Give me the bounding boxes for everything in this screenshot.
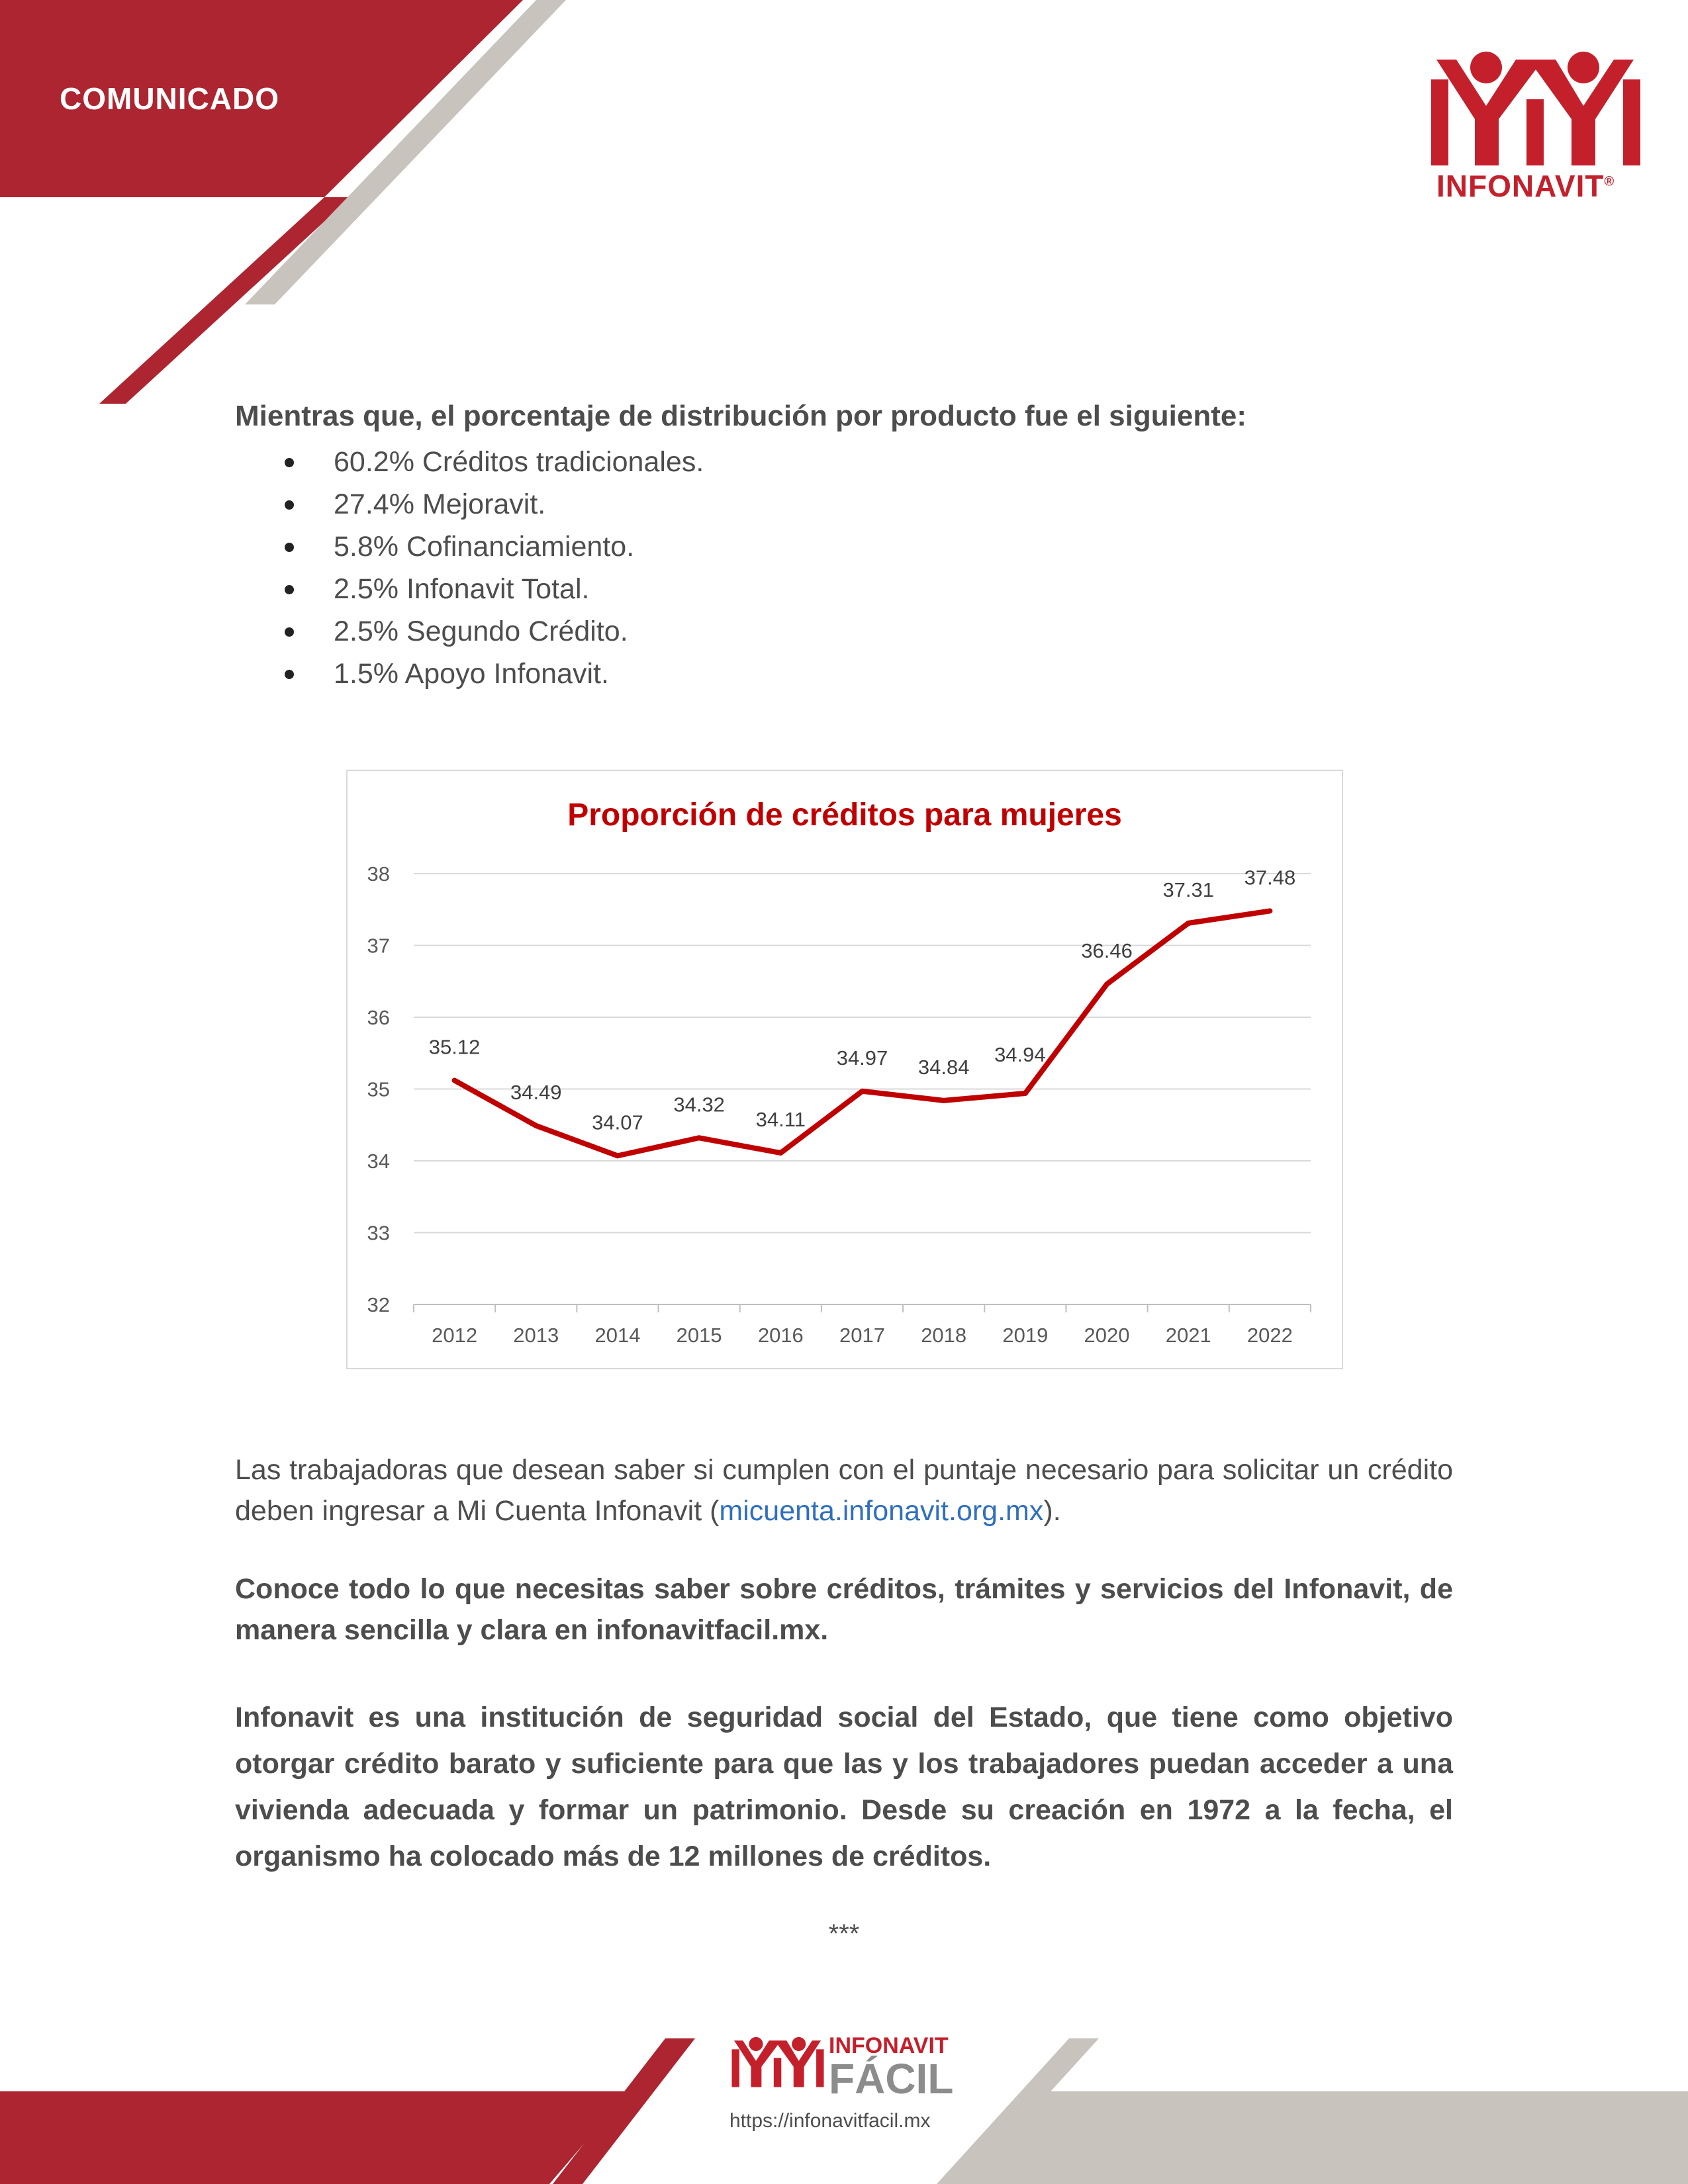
series-line (455, 911, 1270, 1156)
paragraph-infonavitfacil: Conoce todo lo que necesitas saber sobre créditos, trámites y servicios del Infonavit, de manera sencilla y clara en infonavitfacil.mx. (235, 1573, 1453, 1646)
list-item: 2.5% Segundo Crédito. (285, 610, 704, 653)
infonavit-logo-small-icon (728, 2032, 827, 2105)
data-label: 34.11 (755, 1108, 806, 1132)
bullet-icon (285, 458, 294, 467)
data-point (1268, 909, 1271, 912)
y-tick-label: 36 (367, 1006, 390, 1029)
data-label: 34.32 (673, 1093, 725, 1116)
data-point (943, 1099, 945, 1102)
chart-container (346, 770, 1343, 1369)
banner-label: COMUNICADO (60, 81, 279, 116)
paragraph-text: Las trabajadoras que desean saber si cumplen con el puntaje necesario para solicitar un crédito deben ingresar a Mi Cuenta Infonavit ( (235, 1454, 1453, 1527)
x-tick-label: 2018 (921, 1324, 967, 1347)
footer-red-band (0, 2091, 629, 2184)
header-banner-art (0, 0, 596, 410)
data-point (698, 1136, 700, 1139)
footer-grey-band (966, 2091, 1688, 2184)
intro-text: Mientras que, el porcentaje de distribución por producto fue el siguiente: (235, 400, 1246, 432)
bullet-icon (285, 670, 294, 679)
data-label: 36.46 (1081, 939, 1133, 963)
x-tick-label: 2019 (1002, 1324, 1049, 1347)
data-label: 37.48 (1244, 866, 1296, 889)
data-point (861, 1090, 864, 1093)
y-tick-label: 38 (367, 862, 390, 886)
data-label: 34.84 (917, 1055, 970, 1079)
x-tick-label: 2013 (513, 1324, 559, 1347)
y-tick-label: 37 (367, 934, 390, 958)
list-item: 60.2% Créditos tradicionales. (285, 441, 704, 483)
data-point (779, 1152, 782, 1154)
data-point (1105, 983, 1108, 985)
footer-url[interactable]: https://infonavitfacil.mx (729, 2110, 931, 2132)
footer-brand-top: INFONAVIT (829, 2033, 949, 2058)
bullet-icon (285, 585, 294, 594)
data-label: 34.49 (510, 1080, 562, 1104)
data-label: 34.94 (994, 1043, 1046, 1067)
data-point (1024, 1092, 1027, 1095)
bullet-icon (285, 500, 294, 510)
logo-wordmark: INFONAVIT® (1436, 169, 1615, 203)
paragraph-end: ). (1043, 1495, 1061, 1527)
paragraph-about: Infonavit es una institución de seguridad social del Estado, que tiene como objetivo otorgar crédito barato y suficiente para que las y los trabajadores puedan acceder a una vivienda adecuada y formar un patrimonio. Desde su creación en 1972 a la fecha, el organismo ha colocado más de 12 millones de créditos. (235, 1702, 1453, 1872)
list-item: 2.5% Infonavit Total. (285, 568, 704, 610)
y-tick-label: 35 (367, 1077, 390, 1101)
data-label: 34.97 (836, 1046, 888, 1069)
data-point (535, 1124, 538, 1127)
x-tick-label: 2016 (757, 1324, 804, 1347)
y-tick-label: 32 (367, 1293, 390, 1316)
list-item: 27.4% Mejoravit. (285, 483, 704, 525)
x-tick-label: 2020 (1084, 1324, 1130, 1347)
footer-brand-bottom: FÁCIL (829, 2055, 954, 2103)
data-label: 34.07 (592, 1111, 643, 1134)
x-tick-label: 2015 (676, 1324, 722, 1347)
x-tick-label: 2022 (1246, 1324, 1293, 1347)
x-tick-label: 2017 (839, 1324, 885, 1347)
product-list (285, 441, 704, 695)
chart-title: Proporción de créditos para mujeres (567, 797, 1122, 833)
list-item: 5.8% Cofinanciamiento. (285, 525, 704, 568)
separator-stars: *** (828, 1919, 860, 1948)
data-point (453, 1079, 456, 1081)
bullet-icon (285, 543, 294, 552)
data-label: 35.12 (428, 1035, 481, 1059)
list-item: 1.5% Apoyo Infonavit. (285, 653, 704, 695)
data-label: 37.31 (1162, 878, 1215, 901)
x-tick-label: 2012 (432, 1324, 478, 1347)
data-point (616, 1154, 619, 1157)
x-tick-label: 2014 (594, 1324, 641, 1347)
bullet-icon (285, 627, 294, 637)
header-red-stripe (99, 197, 351, 404)
y-tick-label: 33 (367, 1221, 390, 1245)
paragraph-access (235, 1449, 1453, 1531)
infonavit-facil-logo (728, 2025, 980, 2158)
y-tick-label: 34 (367, 1150, 390, 1173)
micuenta-link[interactable]: micuenta.infonavit.org.mx (719, 1495, 1044, 1527)
x-tick-label: 2021 (1165, 1324, 1211, 1347)
data-point (1187, 922, 1190, 925)
line-chart (348, 771, 1342, 1368)
